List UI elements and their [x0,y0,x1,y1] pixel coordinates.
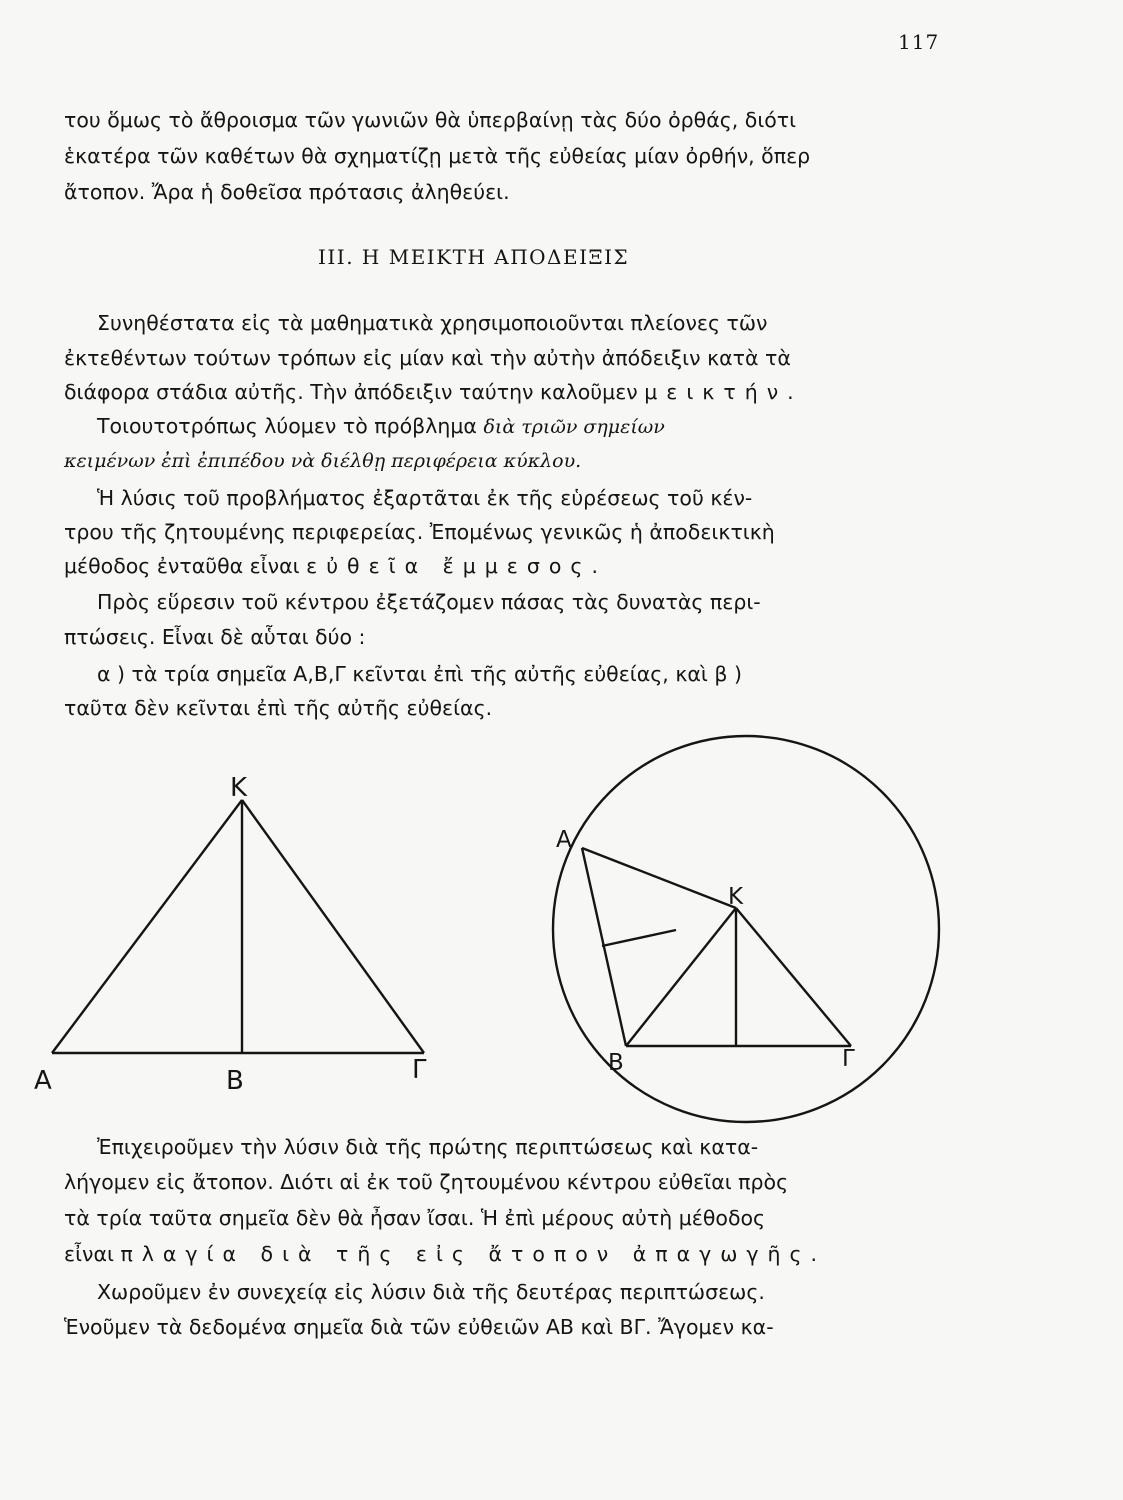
italic-problem-text: διὰ τριῶν σημείων [483,416,665,438]
triangle-side-right [242,800,424,1053]
point-label-g: Γ [412,1055,427,1085]
point-label-a: Α [556,827,572,853]
triangle-side-left [52,800,242,1053]
emphasized-term: εὐθεῖα ἔμμεσος. [306,554,607,578]
text-line: ἄτοπον. Ἄρα ἡ δοθεῖσα πρότασις ἀληθεύει. [64,180,510,204]
text-line: ἑκατέρα τῶν καθέτων θὰ σχηματίζῃ μετὰ τῆς εὐθείας μίαν ὀρθήν, ὅπερ [64,144,811,168]
text-line: ταῦτα δὲν κεῖνται ἐπὶ τῆς αὐτῆς εὐθείας. [64,696,493,720]
text-span: εἶναι [64,1242,121,1266]
text-line: Χωροῦμεν ἐν συνεχείᾳ εἰς λύσιν διὰ τῆς δευτέρας περιπτώσεως. [97,1280,765,1304]
emphasized-term: πλαγία διὰ τῆς εἰς ἄτοπον ἀπαγωγῆς. [120,1242,827,1266]
text-line: Συνηθέστατα εἰς τὰ μαθηματικὰ χρησιμοποιοῦνται πλείονες τῶν [97,311,768,335]
emphasized-term: μεικτήν. [644,380,803,404]
text-line: ἐκτεθέντων τούτων τρόπων εἰς μίαν καὶ τὴν αὐτὴν ἀπόδειξιν κατὰ τὰ [64,346,791,370]
point-label-k: Κ [728,884,744,910]
text-span: διάφορα στάδια αὐτῆς. Τὴν ἀπόδειξιν ταύτην καλοῦμεν [64,380,645,404]
point-label-b: Β [226,1066,244,1096]
section-heading: III. Η ΜΕΙΚΤΗ ΑΠΟΔΕΙΞΙΣ [318,245,630,269]
text-line: τρου τῆς ζητουμένης περιφερείας. Ἐπομένως γενικῶς ἡ ἀποδεικτικὴ [64,520,775,544]
text-line: του ὅμως τὸ ἄθροισμα τῶν γωνιῶν θὰ ὑπερβαίνῃ τὰς δύο ὀρθάς, διότι [64,108,797,132]
text-span: Τοιουτοτρόπως λύομεν τὸ πρόβλημα [97,414,484,438]
text-line: τὰ τρία ταῦτα σημεῖα δὲν θὰ ἦσαν ἴσαι. Ἡ ἐπὶ μέρους αὐτὴ μέθοδος [64,1206,766,1230]
radius-ka [582,848,736,908]
text-line: Ἑνοῦμεν τὰ δεδομένα σημεῖα διὰ τῶν εὐθειῶν ΑΒ καὶ ΒΓ. Ἄγομεν κα- [64,1315,774,1339]
circle-figure [553,736,939,1122]
triangle-figure [34,773,427,1096]
page-number: 117 [898,30,940,54]
point-label-a: Α [34,1066,52,1096]
text-line: Πρὸς εὕρεσιν τοῦ κέντρου ἐξετάζομεν πάσας τὰς δυνατὰς περι- [97,590,761,614]
italic-problem-text: κειμένων ἐπὶ ἐπιπέδου νὰ διέλθῃ περιφέρεια κύκλου. [64,450,582,472]
text-line: πτώσεις. Εἶναι δὲ αὗται δύο : [64,625,366,649]
text-line: Ἡ λύσις τοῦ προβλήματος ἐξαρτᾶται ἐκ τῆς εὑρέσεως τοῦ κέν- [97,486,753,510]
text-span: μέθοδος ἐνταῦθα εἶναι [64,554,307,578]
text-line: Ἐπιχειροῦμεν τὴν λύσιν διὰ τῆς πρώτης περιπτώσεως καὶ κατα- [97,1135,759,1159]
text-line: α ) τὰ τρία σημεῖα Α,Β,Γ κεῖνται ἐπὶ τῆς αὐτῆς εὐθείας, καὶ β ) [97,662,742,686]
text-line: λήγομεν εἰς ἄτοπον. Διότι αἱ ἐκ τοῦ ζητουμένου κέντρου εὐθεῖαι πρὸς [64,1170,789,1194]
point-label-g: Γ [842,1046,855,1072]
radius-kb [626,908,736,1046]
point-label-b: Β [608,1050,624,1076]
segment-ab [582,848,626,1046]
text-line [64,1244,826,1265]
radius-kg [736,908,851,1046]
perpendicular-ab [602,930,676,946]
point-label-k: Κ [230,773,248,803]
